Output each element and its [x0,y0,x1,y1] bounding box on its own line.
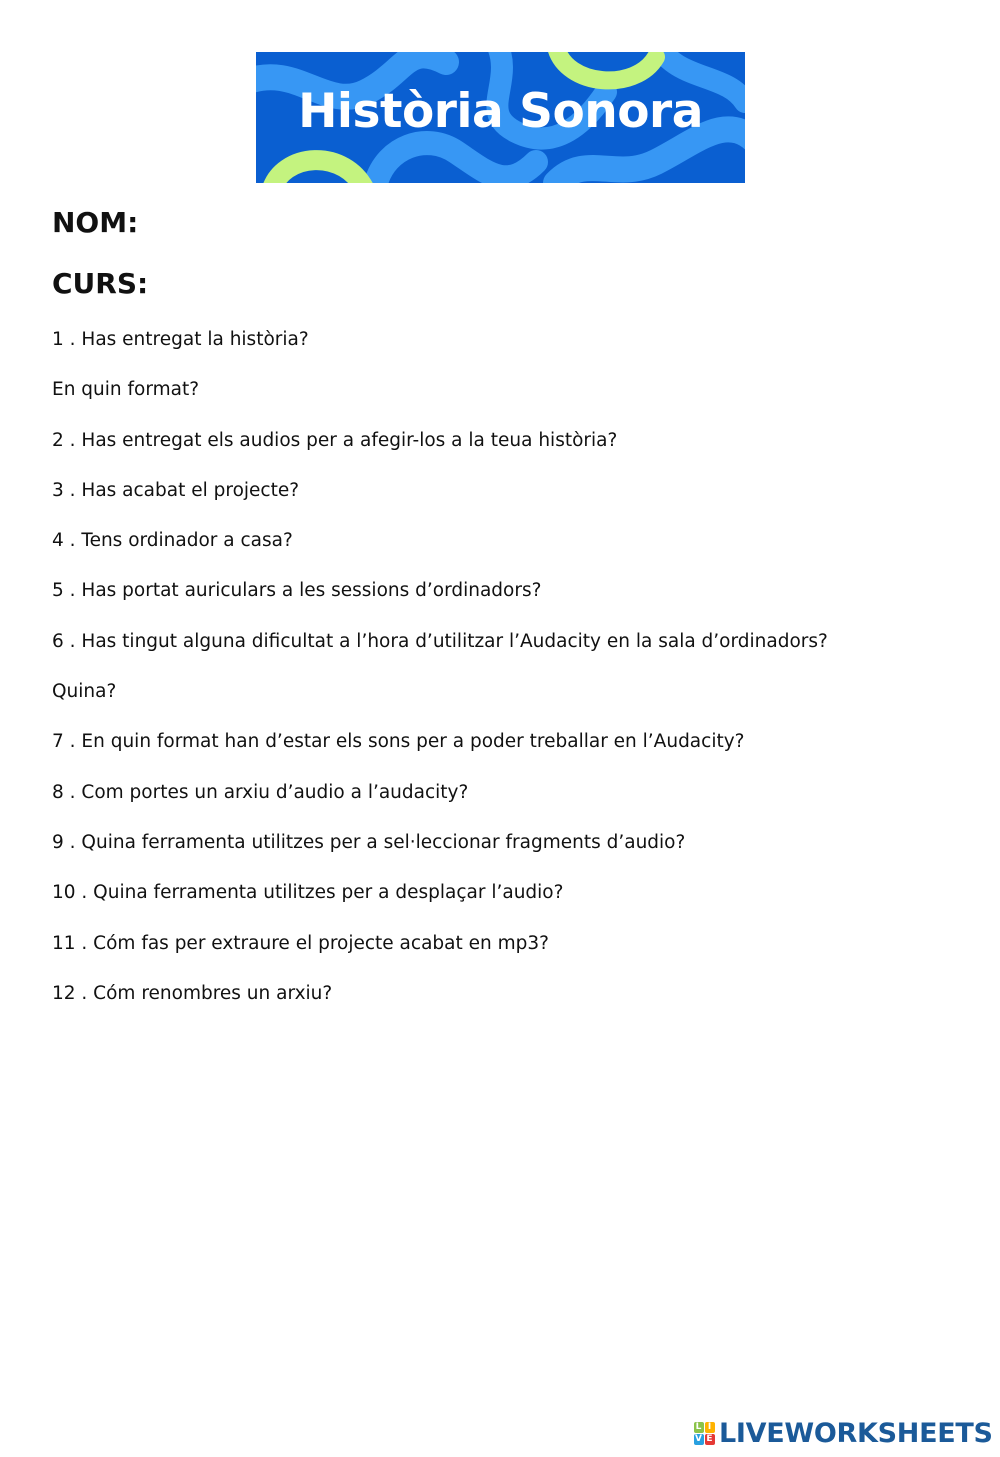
logo-letter: E [706,1434,713,1444]
question-item: 9 . Quina ferramenta utilitzes per a sel·leccionar fragments d’audio? [52,831,686,853]
question-list [52,327,828,1031]
question-item: 8 . Com portes un arxiu d’audio a l’audacity? [52,781,469,803]
question-item: 11 . Cóm fas per extraure el projecte acabat en mp3? [52,932,549,954]
question-item: 6 . Has tingut alguna dificultat a l’hora d’utilitzar l’Audacity en la sala d’ordinadors? [52,630,828,652]
liveworksheets-logo[interactable] [693,1417,993,1449]
logo-letter: V [695,1434,702,1444]
logo-letter: L [694,1422,704,1433]
question-item: Quina? [52,681,117,703]
question-item: 7 . En quin format han d’estar els sons per a poder treballar en l’Audacity? [52,731,745,753]
question-item: 1 . Has entregat la història? [52,329,309,350]
logo-letter: I [705,1422,715,1433]
question-item: 4 . Tens ordinador a casa? [52,530,293,552]
name-label: NOM: [52,206,139,239]
question-item: 5 . Has portat auriculars a les sessions d’ordinadors? [52,580,542,602]
title-banner [256,52,745,183]
course-label: CURS: [52,267,149,300]
banner-title: Història Sonora [298,84,703,139]
question-item: En quin format? [52,379,200,401]
question-item: 3 . Has acabat el projecte? [52,479,300,501]
liveworksheets-logo-icon [693,1421,715,1445]
question-item: 10 . Quina ferramenta utilitzes per a desplaçar l’audio? [52,882,564,904]
question-item: 12 . Cóm renombres un arxiu? [52,982,333,1004]
liveworksheets-logo-text: LIVEWORKSHEETS [719,1417,993,1449]
question-item: 2 . Has entregat els audios per a afegir-los a la teua història? [52,429,618,451]
